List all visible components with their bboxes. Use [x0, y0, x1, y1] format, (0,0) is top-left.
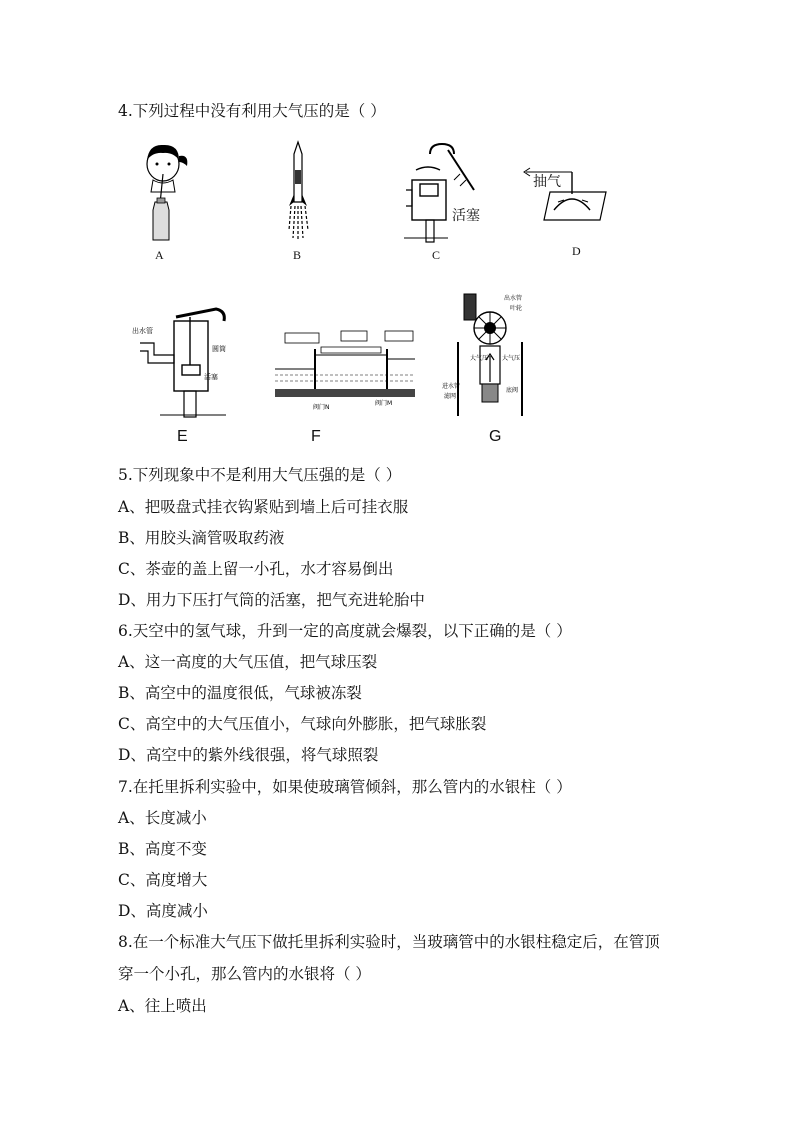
figure-b-rocket [283, 140, 313, 245]
svg-text:圆筒: 圆筒 [212, 345, 226, 353]
q7-option-a: A、长度减小 [118, 809, 207, 827]
q5-option-c: C、茶壶的盖上留一小孔，水才容易倒出 [118, 560, 394, 578]
q5-option-b: B、用胶头滴管吸取药液 [118, 529, 285, 547]
figure-d-caption: D [572, 244, 581, 258]
figure-e-caption: E [177, 428, 188, 445]
q8-stem-line1: 8.在一个标准大气压下做托里拆利实验时，当玻璃管中的水银柱稳定后，在管顶 [118, 933, 660, 951]
q7-option-b: B、高度不变 [118, 840, 207, 858]
q6-option-a: A、这一高度的大气压值，把气球压裂 [118, 653, 378, 671]
figure-c-piston-label: 活塞 [452, 208, 480, 224]
figure-b-caption: B [293, 248, 302, 262]
svg-text:出水管: 出水管 [504, 295, 523, 302]
q4-stem: 4.下列过程中没有利用大气压的是（ ） [118, 102, 386, 120]
q6-option-b: B、高空中的温度很低，气球被冻裂 [118, 684, 362, 702]
svg-text:进水管: 进水管 [442, 383, 461, 390]
figure-c-caption: C [432, 248, 441, 262]
q8-option-a: A、往上喷出 [118, 997, 207, 1015]
q5-option-a: A、把吸盘式挂衣钩紧贴到墙上后可挂衣服 [118, 498, 409, 516]
svg-text:叶轮: 叶轮 [510, 305, 523, 312]
q6-stem: 6.天空中的氢气球，升到一定的高度就会爆裂，以下正确的是（ ） [118, 622, 572, 640]
svg-text:底阀: 底阀 [506, 387, 519, 394]
q7-option-c: C、高度增大 [118, 871, 208, 889]
q7-stem: 7.在托里拆利实验中，如果使玻璃管倾斜，那么管内的水银柱（ ） [118, 778, 572, 796]
figure-d-suction-label: 抽气 [533, 174, 561, 190]
q6-option-d: D、高空中的紫外线很强，将气球照裂 [118, 746, 379, 764]
figure-c-water-pump [404, 140, 484, 245]
q5-stem: 5.下列现象中不是利用大气压强的是（ ） [118, 466, 402, 484]
q8-stem-line2: 穿一个小孔，那么管内的水银将（ ） [118, 965, 371, 983]
svg-text:阀门M: 阀门M [375, 400, 393, 407]
figure-d-suction-plate [520, 158, 615, 228]
q5-option-d: D、用力下压打气筒的活塞，把气充进轮胎中 [118, 591, 425, 609]
svg-text:阀门N: 阀门N [313, 404, 330, 411]
svg-text:滤网: 滤网 [444, 393, 457, 400]
figure-a-caption: A [155, 248, 164, 262]
svg-text:大气压: 大气压 [470, 355, 489, 362]
figure-a-drinking-straw [133, 140, 193, 245]
q7-option-d: D、高度减小 [118, 902, 208, 920]
figure-g-centrifugal-pump [440, 290, 550, 420]
svg-text:大气压: 大气压 [502, 355, 521, 362]
q6-option-c: C、高空中的大气压值小，气球向外膨胀，把气球胀裂 [118, 715, 487, 733]
figure-e-lift-pump [130, 305, 230, 425]
svg-text:出水管: 出水管 [132, 327, 153, 335]
figure-f-ship-lock [275, 325, 415, 415]
svg-text:活塞: 活塞 [204, 373, 218, 381]
figure-f-caption: F [311, 428, 321, 445]
figure-g-caption: G [489, 428, 502, 445]
